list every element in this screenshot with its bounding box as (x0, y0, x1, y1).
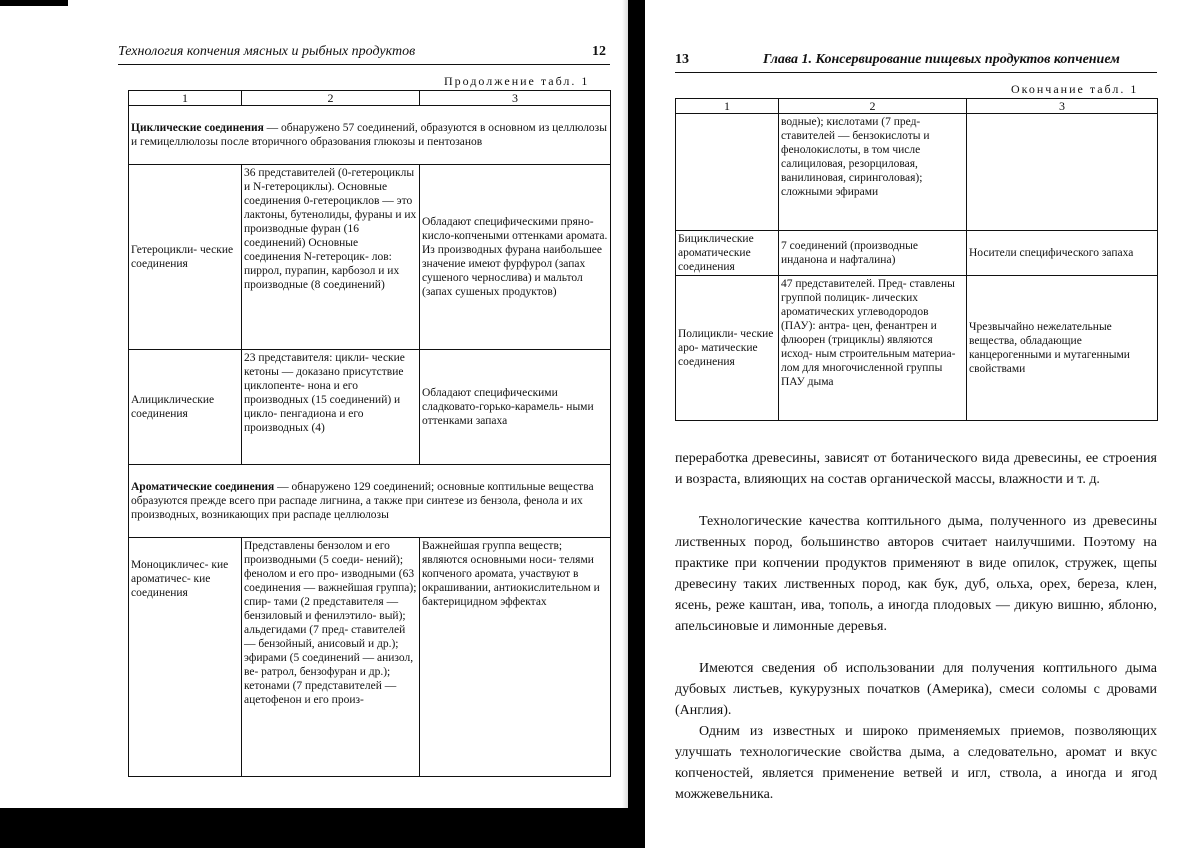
head-rule-right (675, 72, 1157, 73)
head-rule-left (118, 64, 610, 65)
role-cell (967, 114, 1158, 231)
composition-table-left (128, 90, 611, 777)
section-cell (129, 106, 611, 165)
compound-class-cell (676, 114, 779, 231)
role-cell: Важнейшая группа веществ; являются основными носи- телями копченого аромата, участвуют в окрашивании, антиокислительном и бактерицидном эффектах (420, 538, 611, 777)
section-row-cyclic (129, 106, 611, 165)
composition-cell: 47 представителей. Пред- ставлены группой полицик- лических ароматических углеводородов (ПАУ): антра- цен, фенантрен и флюорен (трициклы) являются исход- ным строительным материа- лом для многочисленной группы ПАУ дыма (779, 276, 967, 421)
composition-cell: водные); кислотами (7 пред- ставителей — бензокислоты и фенолокислоты, в том числе салициловая, резорциловая, ванилиновая, сиринголовая); сложными эфирами (779, 114, 967, 231)
running-head-right: Глава 1. Консервирование пищевых продуктов копчением (763, 52, 1120, 67)
page-number-right: 13 (675, 52, 689, 67)
body-paragraph: переработка древесины, зависят от ботанического вида древесины, ее строения и возраста, влияющих на состав органической массы, влажности и т. д. (675, 451, 1157, 487)
table-row (676, 231, 1158, 276)
section-cell (129, 465, 611, 538)
section-title: Ароматические соединения (131, 481, 275, 493)
compound-class-cell: Моноцикличес- кие ароматичес- кие соединения (129, 538, 242, 777)
column-header: 1 (129, 91, 242, 106)
table-continuation-right: Окончание табл. 1 (1011, 82, 1139, 96)
compound-class-cell: Полицикли- ческие аро- матические соединения (676, 276, 779, 421)
compound-class-cell: Алициклические соединения (129, 350, 242, 465)
compound-class-cell: Бициклические ароматические соединения (676, 231, 779, 276)
compound-class-cell: Гетероцикли- ческие соединения (129, 165, 242, 350)
column-header: 3 (420, 91, 611, 106)
column-header: 2 (242, 91, 420, 106)
body-paragraph: Одним из известных и широко применяемых приемов, позволяющих улучшать технологические свойства дыма, а следовательно, аромат и вкус копченостей, является применение ветвей и игл, ствола, а иногда и ягод можжевельника. (675, 724, 1157, 802)
section-text: — обнаружено 57 соединений, образуются в основном из целлюлозы и гемицеллюлозы после вторичного образования глюкозы и пентозанов (131, 122, 607, 148)
column-header: 3 (967, 99, 1158, 114)
role-cell: Чрезвычайно нежелательные вещества, обладающие канцерогенными и мутагенными свойствами (967, 276, 1158, 421)
role-cell: Носители специфического запаха (967, 231, 1158, 276)
composition-cell: 36 представителей (0-гетероциклы и N-гетероциклы). Основные соединения 0-гетероциклов — это лактоны, бутенолиды, фураны и их производные фуран (16 соединений) Основные соединения N-гетероцик- лов: пиррол, пурапин, карбозол и их производные (8 соединений) (242, 165, 420, 350)
table-row (129, 350, 611, 465)
body-paragraph: Имеются сведения об использовании для получения коптильного дыма дубовых листьев, кукурузных початков (Америка), смеси соломы с дровами (Англия). (675, 661, 1157, 718)
column-header: 1 (676, 99, 779, 114)
composition-table-right (675, 98, 1158, 421)
composition-cell: 23 представителя: цикли- ческие кетоны — доказано присутствие циклопенте- нона и его производных (15 соединений) и цикло- пенгадиона и его производных (4) (242, 350, 420, 465)
section-row-aromatic (129, 465, 611, 538)
page-number-left: 12 (592, 44, 606, 59)
table-row (129, 538, 611, 777)
table-row (129, 165, 611, 350)
table-header-row (676, 99, 1158, 114)
composition-cell: 7 соединений (производные инданона и нафталина) (779, 231, 967, 276)
body-paragraph: Технологические качества коптильного дыма, полученного из древесины лиственных пород, большинство авторов считает наилучшими. Поэтому на практике при копчении продуктов применяют в виде опилок, стружек, щепы древесину таких лиственных пород, как бук, дуб, ольха, орех, береза, клен, ясень, реже каштан, ива, тополь, а иногда плодовых — дикую вишню, яблоню, апельсиновые и лимонные деревья. (675, 514, 1157, 634)
section-text: — обнаружено 129 соединений; основные коптильные вещества образуются прежде всего при распаде лигнина, а также при синтезе из бензола, фенола и их производных, возникающих при распаде целлюлозы (131, 481, 594, 521)
table-row (676, 114, 1158, 231)
role-cell: Обладают специфическими пряно-кисло-копчеными оттенками аромата. Из производных фурана наибольшее значение имеют фурфурол (запах сушеного чернослива) и мальтол (запах сушеных продуктов) (420, 165, 611, 350)
table-header-row (129, 91, 611, 106)
composition-cell: Представлены бензолом и его производными (5 соеди- нений); фенолом и его про- изводными (63 соединения — важнейшая группа); спир- тами (2 представителя — бензиловый и фенилэтило- вый); альдегидами (7 пред- ставителей — бензойный, анисовый и др.); эфирами (5 соединений — анизол, ве- ратрол, бензофуран и др.); кетонами (7 представителей — ацетофенон и его произ- (242, 538, 420, 777)
table-continuation-left: Продолжение табл. 1 (444, 74, 590, 88)
gutter-shadow (622, 0, 628, 808)
section-title: Циклические соединения (131, 122, 264, 134)
scan-corner-mark (0, 0, 68, 6)
role-cell: Обладают специфическими сладковато-горько-карамель- ными оттенками запаха (420, 350, 611, 465)
table-row (676, 276, 1158, 421)
column-header: 2 (779, 99, 967, 114)
running-head-left: Технология копчения мясных и рыбных продуктов (118, 44, 416, 59)
right-page (645, 0, 1200, 848)
left-page (0, 0, 628, 808)
